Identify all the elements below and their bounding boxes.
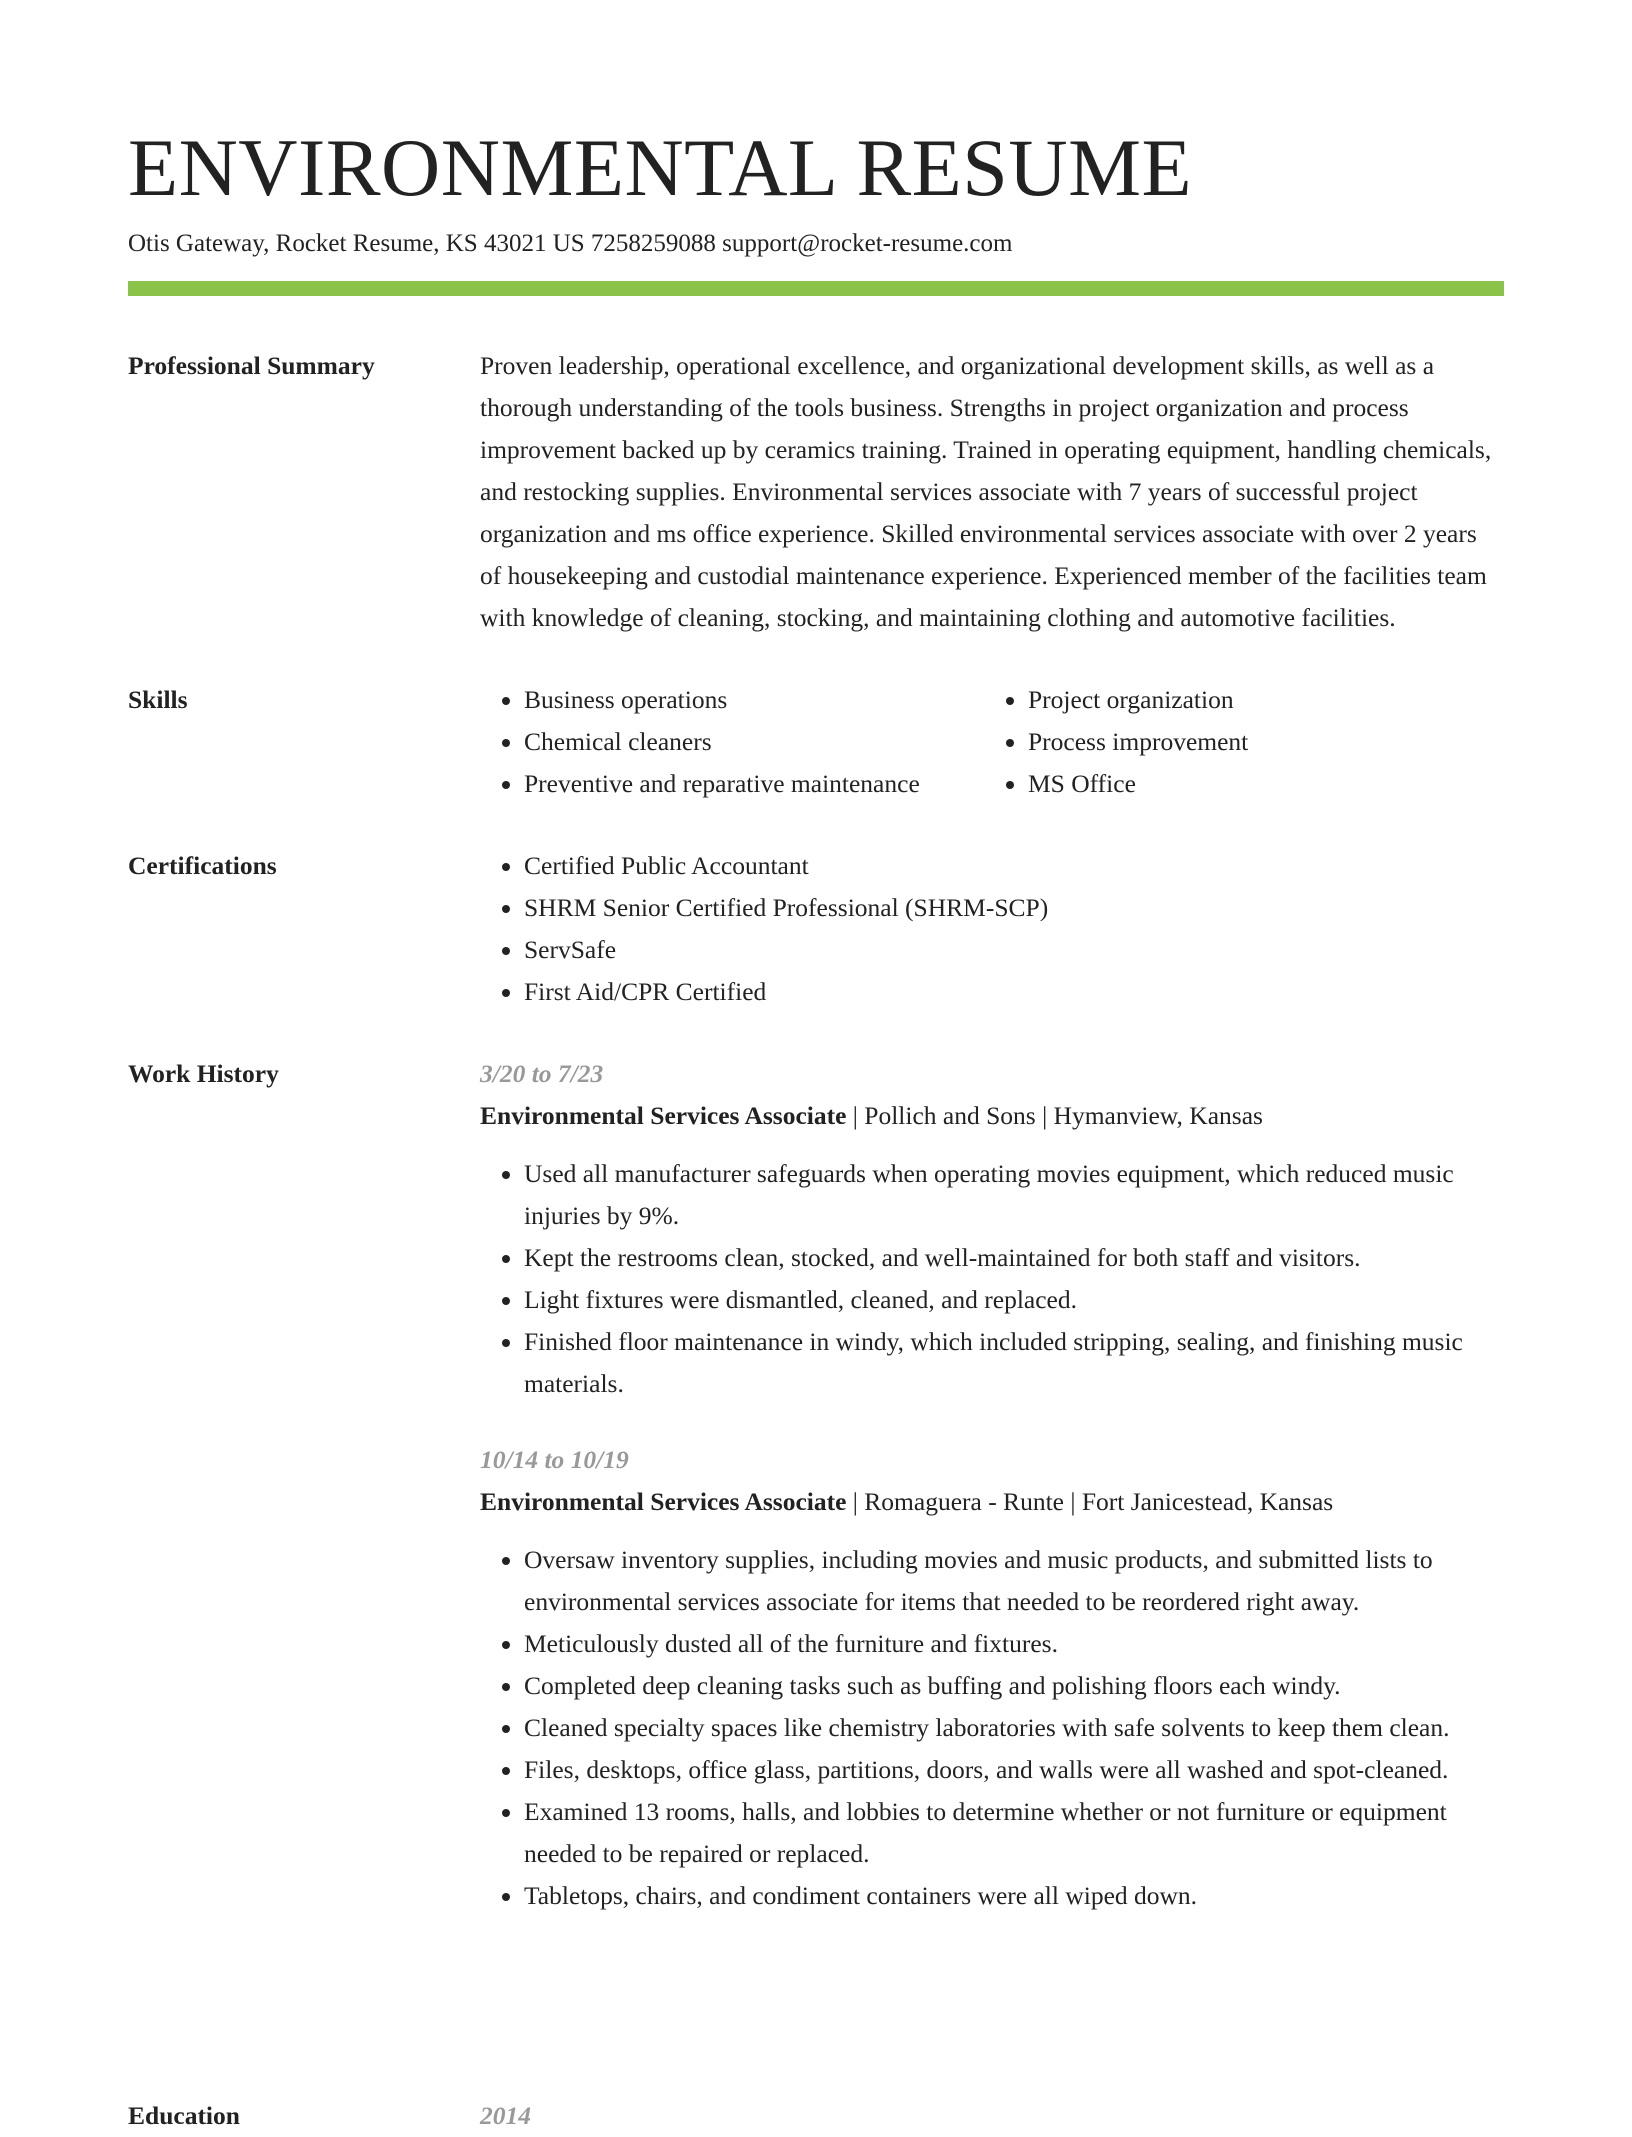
summary-text: Proven leadership, operational excellence, and organizational development skills, as well as a thorough understanding of the tools business. Strengths in project organization and process improvement backed up by ceramics training. Trained in operating equipment, handling chemicals, and restocking supplies. Environmental services associate with 7 years of successful project organization and ms office experience. Skilled environmental services associate with over 2 years of housekeeping and custodial maintenance experience. Experienced member of the facilities team with knowledge of cleaning, stocking, and maintaining clothing and automotive facilities. — [480, 351, 1492, 632]
job-duty-item: • Examined 13 rooms, halls, and lobbies to determine whether or not furniture or equipment needed to be repaired or replaced. — [524, 1791, 1504, 1875]
skills-section — [128, 679, 1504, 805]
certifications-body — [480, 845, 1504, 1013]
skills-column-1 — [480, 679, 984, 805]
summary-body — [480, 345, 1504, 639]
work-history-body — [480, 1053, 1504, 1917]
work-history-section — [128, 1053, 1504, 1917]
summary-section — [128, 345, 1504, 639]
job-role: Environmental Services Associate — [480, 1101, 847, 1130]
certifications-section — [128, 845, 1504, 1013]
job-entry — [480, 1439, 1504, 1917]
job-duty-item: • Kept the restrooms clean, stocked, and well-maintained for both staff and visitors. — [524, 1237, 1504, 1279]
skill-item: • Business operations — [524, 679, 984, 721]
job-duty-item: • Used all manufacturer safeguards when operating movies equipment, which reduced music injuries by 9%. — [524, 1153, 1504, 1237]
job-duty-item: • Meticulously dusted all of the furniture and fixtures. — [524, 1623, 1504, 1665]
job-duty-item: • Tabletops, chairs, and condiment containers were all wiped down. — [524, 1875, 1504, 1917]
job-entry — [480, 1053, 1504, 1405]
certification-item: • ServSafe — [524, 929, 1504, 971]
resume-page — [128, 120, 1504, 1917]
section-label-skills: Skills — [128, 685, 188, 714]
job-duties-list — [480, 1153, 1504, 1405]
skills-column-2 — [984, 679, 1548, 805]
job-date: 10/14 to 10/19 — [480, 1445, 629, 1474]
accent-divider — [128, 281, 1504, 296]
section-label-work-history: Work History — [128, 1059, 279, 1088]
resume-title: ENVIRONMENTAL RESUME — [128, 122, 1193, 213]
certifications-list — [480, 845, 1504, 1013]
job-title-line — [480, 1095, 1504, 1137]
section-label-certifications: Certifications — [128, 851, 277, 880]
job-duty-item: • Light fixtures were dismantled, cleaned, and replaced. — [524, 1279, 1504, 1321]
certification-item: • SHRM Senior Certified Professional (SHRM-SCP) — [524, 887, 1504, 929]
contact-line: Otis Gateway, Rocket Resume, KS 43021 US 7258259088 support@rocket-resume.com — [128, 230, 1013, 257]
job-duties-list — [480, 1539, 1504, 1917]
job-employer-location: | Pollich and Sons | Hymanview, Kansas — [846, 1101, 1263, 1130]
job-date: 3/20 to 7/23 — [480, 1059, 604, 1088]
job-duty-item: • Completed deep cleaning tasks such as buffing and polishing floors each windy. — [524, 1665, 1504, 1707]
certification-item: • First Aid/CPR Certified — [524, 971, 1504, 1013]
skill-item: • MS Office — [1028, 763, 1548, 805]
job-duty-item: • Cleaned specialty spaces like chemistry laboratories with safe solvents to keep them clean. — [524, 1707, 1504, 1749]
skill-item: • Project organization — [1028, 679, 1548, 721]
education-date: 2014 — [480, 2101, 531, 2130]
section-label-summary: Professional Summary — [128, 351, 375, 380]
job-duty-item: • Finished floor maintenance in windy, which included stripping, sealing, and finishing music materials. — [524, 1321, 1504, 1405]
job-duty-item: • Files, desktops, office glass, partitions, doors, and walls were all washed and spot-cleaned. — [524, 1749, 1504, 1791]
skill-item: • Process improvement — [1028, 721, 1548, 763]
job-title-line — [480, 1481, 1504, 1523]
job-duty-item: • Oversaw inventory supplies, including movies and music products, and submitted lists to environmental services associate for items that needed to be reordered right away. — [524, 1539, 1504, 1623]
skills-body — [480, 679, 1548, 805]
skill-item: • Preventive and reparative maintenance — [524, 763, 984, 805]
job-role: Environmental Services Associate — [480, 1487, 847, 1516]
certification-item: • Certified Public Accountant — [524, 845, 1504, 887]
section-label-education: Education — [128, 2101, 240, 2130]
skill-item: • Chemical cleaners — [524, 721, 984, 763]
job-employer-location: | Romaguera - Runte | Fort Janicestead, Kansas — [846, 1487, 1334, 1516]
